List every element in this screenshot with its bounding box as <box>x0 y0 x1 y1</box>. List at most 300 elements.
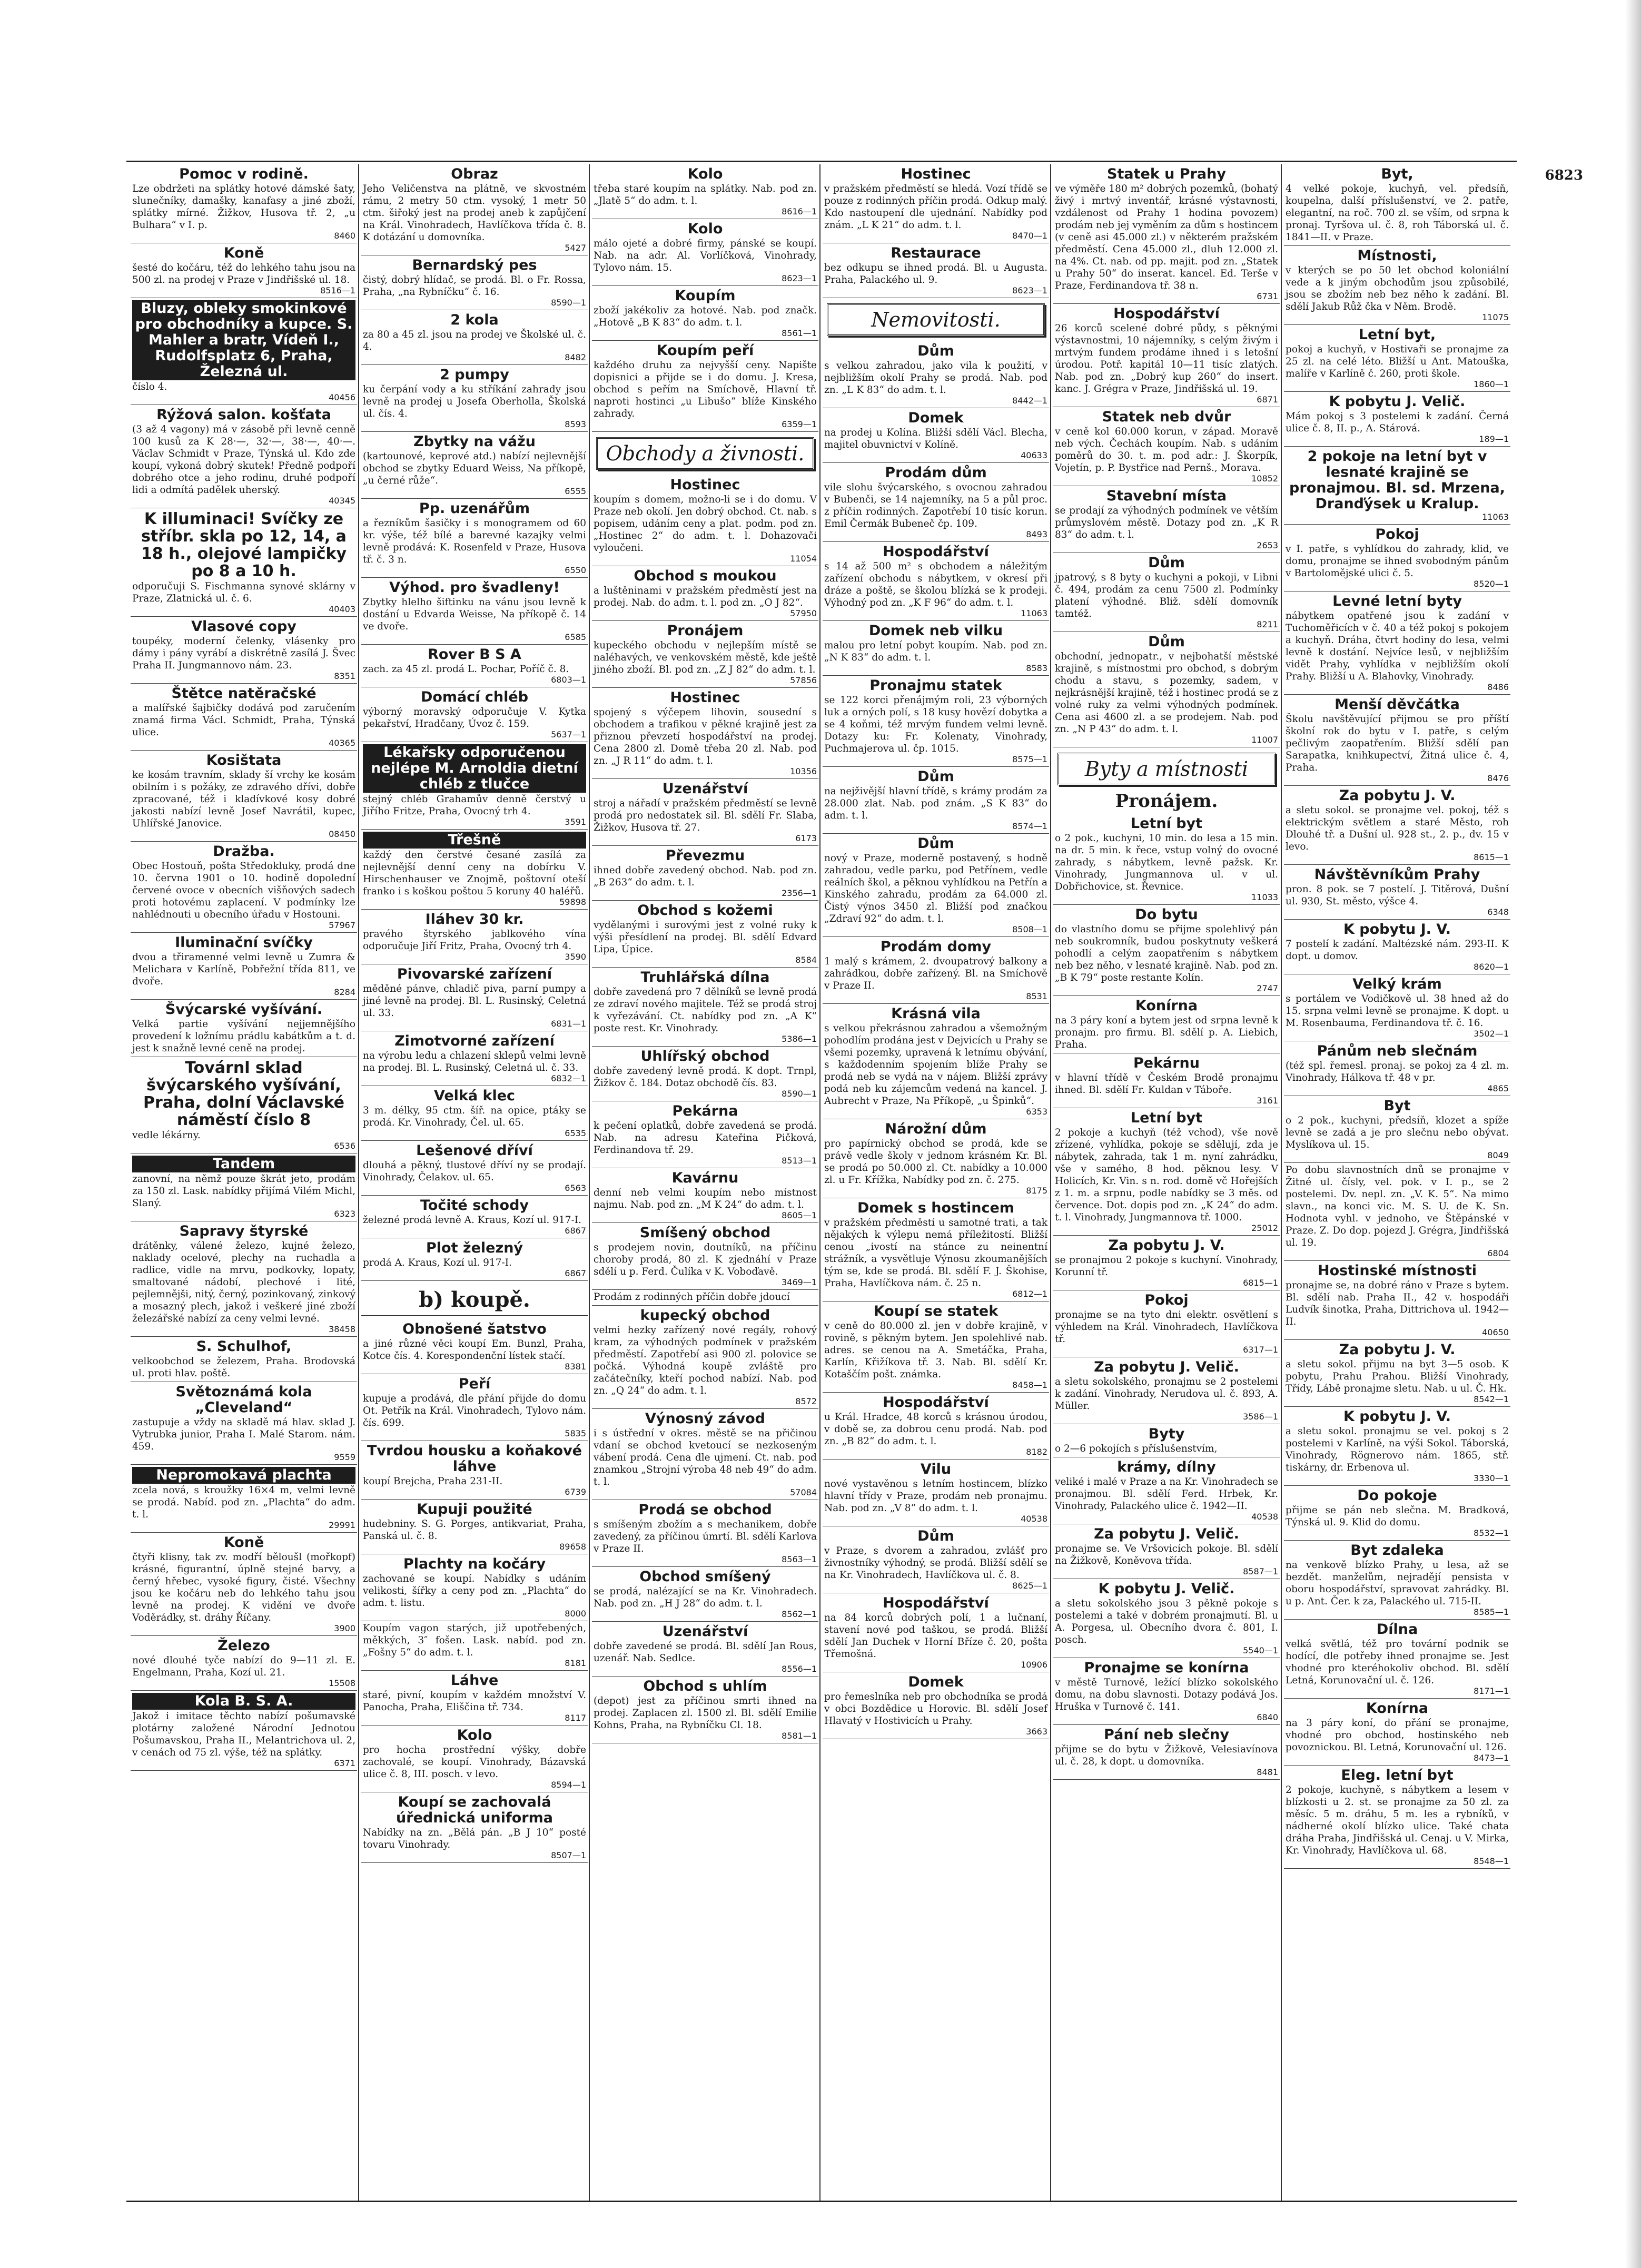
classified-ad <box>823 937 1049 1004</box>
ad-body: na 3 páry koní, do přání se pronajme, vhodné pro obchod, hostinského neb povoznickou. Bl. Letná, Korunovační ul. 126. <box>1286 1718 1509 1753</box>
classified-ad <box>131 298 357 405</box>
ad-body: v Praze, s dvorem a zahradou, zvlášť pro živnostníky výhodný, se prodá. Bližší sdělí se na Kr. Vinohradech, Havlíčkova ul. č. 8. <box>824 1545 1047 1581</box>
classified-ad <box>823 1460 1049 1526</box>
ad-reference-number: 40456 <box>329 392 355 402</box>
ad-heading: Uzenářství <box>662 1623 748 1640</box>
ad-body: přijme se pán neb slečna. M. Bradková, Týnská ul. 9. Klid do domu. <box>1286 1505 1509 1528</box>
ad-body: ke kosám travním, sklady ší vrchy ke kosám obilním i s požáky, ze zdravého dřívi, dobře zpracované, též i kladívkové kosy dobré jakosti nabízí levně Josef Navrátil, kupec, Uhlířské Janovice. <box>132 770 355 829</box>
ad-heading: Letní byt <box>1130 1110 1203 1126</box>
ad-heading: Levné letní byty <box>1332 593 1462 609</box>
ad-body: a sletu sokol. přijmu na byt 3—5 osob. K pobytu, Prahu Prahou. Bližší Vinohrady, Třídy, Lábě pronajme sletu. Nab. u ul. Č. Hk. <box>1286 1359 1509 1394</box>
classified-ad <box>361 499 588 578</box>
ad-body: o 2 pok., kuchyni, 10 min. do lesa a 15 min. na dr. 5 min. k řece, vstup volný do ovocné zahrady, s nábytkem, levně pažsk. Kr. Vinohrady, Jungmannova ul. v ul. Dobřichovice, st. Řevnice. <box>1055 833 1278 892</box>
classified-ad <box>361 1725 588 1792</box>
ad-body: odporučuji S. Fischmanna synové sklárny v Praze, Zlatnická ul. č. 6. <box>132 581 355 604</box>
ad-body: v pražském předměstí u samotné trati, a tak nějakých k výlepu nemá příležitostí. Bližší cenou „ivostí na stánce zu neinentní strážník, a vysvětluje Výnosu zkoumanějších tým se, kde se prodá. Bl. sdělí F. J. Škohise, Praha, Havlíčkova nám. č. 25 n. <box>824 1217 1047 1289</box>
classified-ad <box>592 1306 818 1409</box>
ad-reference-number: 5637—1 <box>551 729 586 739</box>
ad-body: dobře zavedené se prodá. Bl. sdělí Jan Rous, uzenář. Nab. Sedlce. <box>594 1641 817 1664</box>
ad-heading: Byt, <box>1381 166 1413 182</box>
ad-reference-number: 8587—1 <box>1243 1566 1278 1576</box>
ad-reference-number: 8513—1 <box>782 1156 817 1166</box>
ad-reference-number: 3663 <box>1026 1727 1047 1737</box>
classified-ad <box>131 1057 357 1153</box>
ad-body: velmi hezky zařízený nové regály, rohový kram, za výhodných podmínek v pražském předměstí. Zapotřebí asi 900 zl. polovice se počká. Výhodná koupě zvláště pro začátečníky, kteří pochod nabízí. Nab. pod zn. „Q 24“ do adm. t. l. <box>594 1325 817 1396</box>
ad-reference-number: 8532—1 <box>1474 1528 1509 1538</box>
ad-heading: Statek u Prahy <box>1107 166 1226 182</box>
ad-reference-number: 6739 <box>565 1487 586 1497</box>
ad-body: s velkou překrásnou zahradou a všemožným pohodlím prodána jest v Dejvicích u Prahy se všemi pozemky, upravená k letnímu obývání, s každodenním spojením blíže Prahy se prodá neb se vydá na v nájem. Bližší zprávy podá neb ku zájemcům vedená na kancel. J. Aubrecht v Praze, Na Příkopě, „u Špinků“. <box>824 1023 1047 1107</box>
ad-heading: Stavební místa <box>1106 488 1227 504</box>
classified-ad <box>361 687 588 742</box>
ad-reference-number: 57856 <box>790 675 817 685</box>
ad-heading: Rýžová salon. košťata <box>156 407 331 423</box>
ad-heading: Nárožní dům <box>885 1121 987 1137</box>
classified-ad <box>1284 1261 1510 1340</box>
ad-reference-number: 15508 <box>329 1678 355 1688</box>
ad-reference-number: 6803—1 <box>551 675 586 685</box>
ad-body: vedle lékárny. <box>132 1130 201 1141</box>
ad-body: i s ústřední v okres. městě se na přičinou vdaní se obchod kvetoucí se nezkoseným vábení prodá. Cena dle ujmení. Ct. nab. pod znamkou „Strojní výroba 48 neb 49“ do adm. t. l. <box>594 1428 817 1487</box>
ad-body: spojený s výčepem lihovin, sousední s obchodem a trafikou v pěkné krajině jest za přiznou převzetí hospodářství na prodej. Cena 2800 zl. Domě třeba 20 zl. Nab. pod zn. „J R 11“ do adm. t. l. <box>594 707 817 766</box>
ad-body: za 80 a 45 zl. jsou na prodej ve Školské ul. č. 4. <box>363 329 586 352</box>
ad-heading: Koupí se zachovalá úřednická uniforma <box>396 1794 553 1826</box>
ad-reference-number: 40403 <box>329 604 355 614</box>
ad-heading: Lékařsky odporučenou nejlépe M. Arnoldia dietní chléb z tlučce <box>363 744 586 793</box>
section-header: Byty a místnosti <box>1057 753 1276 785</box>
column-5 <box>1053 164 1280 2197</box>
ad-reference-number: 6173 <box>795 833 817 843</box>
column-rule <box>1281 164 1282 2201</box>
ad-body: Lze obdržeti na splátky hotové dámské šaty, slunečníky, damašky, kanafasy a jiné zboží, splátky mírné. Žižkov, Husova tř. 2, „u Bulhara“ v I. p. <box>132 183 355 231</box>
ad-heading: Dům <box>917 835 954 852</box>
section-header: Obchody a živnosti. <box>596 437 814 470</box>
ad-body: Jakož i imitace těchto nabízí pošumavské plotárny založené Národní Jednotou Pošumavskou, Praha II., Melantrichova ul. 2, v cenách od 75 zl. výše, též na splátky. <box>132 1711 355 1758</box>
classified-ad <box>823 408 1049 463</box>
classified-ad <box>823 341 1049 408</box>
ad-heading: Za pobytu J. V. <box>1339 787 1456 804</box>
ad-reference-number: 11063 <box>1021 608 1047 618</box>
ad-reference-number: 6832—1 <box>551 1073 586 1083</box>
ad-reference-number: 8473—1 <box>1474 1753 1509 1763</box>
ad-reference-number: 11063 <box>1482 512 1509 522</box>
ad-body: kupuje a prodává, dle přání přijde do domu Ot. Petřík na Král. Vinohradech, Tylovo nám. čís. 699. <box>363 1393 586 1428</box>
classified-ad <box>361 310 588 365</box>
ad-body: Po dobu slavnostních dnů se pronajme v Žitné ul. čísly, vel. pok. v I. p., se 2 postelemi. Dv. nepl. zn. „V. K. 5“. Na mimo slavn., na konci vic. M. S. U. de K. Sn. Hodnota vyhl. v jednoho, ve Štěpánské v Praze. Z. Do dop. pojezd J. Grégra, Jindřišská ul. 19. <box>1286 1165 1509 1248</box>
ad-heading: Konírna <box>1135 998 1198 1014</box>
ad-reference-number: 6831—1 <box>551 1019 586 1029</box>
ad-reference-number: 8493 <box>1026 529 1047 539</box>
ad-reference-number: 6815—1 <box>1243 1278 1278 1288</box>
ad-reference-number: 6371 <box>334 1758 355 1768</box>
ad-body: velká světlá, též pro tovární podnik se hodící, dle potřeby ihned pronajme se. Jest vhodné pro kteréhokoliv obchod. Bl. sdělí Letná, Korunovační ul. č. 126. <box>1286 1639 1509 1686</box>
ad-reference-number: 11075 <box>1482 312 1509 322</box>
classified-ad <box>361 1671 588 1725</box>
ad-body: a sletu sokolského, pronajmu se 2 postelemi k zadání. Vinohrady, Nerudova ul. č. 893, A. Müller. <box>1055 1376 1278 1412</box>
ad-heading: 2 kola <box>450 312 499 328</box>
ad-heading: Točité schody <box>420 1197 529 1214</box>
ad-heading: Do bytu <box>1135 906 1198 923</box>
ad-body: a luštěninami v pražském předměstí jest na prodej. Nab. do adm. t. l. pod zn. „O J 82“. <box>594 585 817 608</box>
ad-heading: Byt zdaleka <box>1350 1542 1444 1559</box>
classified-ad <box>361 742 588 830</box>
ad-reference-number: 8583 <box>1026 663 1047 673</box>
ad-body: zach. za 45 zl. prodá L. Pochar, Poříč č. 8. <box>363 664 569 675</box>
ad-reference-number: 6563 <box>565 1183 586 1193</box>
ad-body: dobře zavedený levně prodá. K dopt. Trnpl, Žižkov č. 184. Dotaz obchodě čís. 83. <box>594 1066 817 1089</box>
classified-ad <box>361 1374 588 1441</box>
page-number: 6823 <box>1545 167 1583 183</box>
ad-reference-number: 8508—1 <box>1012 924 1047 934</box>
ad-reference-number: 9559 <box>334 1452 355 1462</box>
ad-heading: Tvrdou housku a koňakové láhve <box>367 1443 582 1475</box>
ad-reference-number: 8049 <box>1487 1150 1509 1160</box>
classified-ad <box>131 1000 357 1057</box>
classified-ad <box>361 1086 588 1141</box>
classified-ad <box>1284 920 1510 974</box>
classified-ad <box>823 1593 1049 1672</box>
ad-reference-number: 59898 <box>559 897 586 907</box>
ad-body: ihned dobře zavedený obchod. Nab. pod zn. „B 263“ do adm. t. l. <box>594 865 817 888</box>
classified-ad <box>1053 304 1280 407</box>
ad-heading: Místnosti, <box>1357 248 1437 264</box>
classified-ad <box>131 243 357 298</box>
ad-reference-number: 40538 <box>1021 1514 1047 1524</box>
ad-reference-number: 8520—1 <box>1474 579 1509 589</box>
classified-ad <box>131 508 357 617</box>
ad-reference-number: 40633 <box>1021 450 1047 460</box>
ad-body: nové dlouhé tyče nabízí do 9—11 zl. E. Engelmann, Praha, Kozí ul. 21. <box>132 1655 355 1678</box>
ad-reference-number: 3591 <box>565 817 586 827</box>
ad-heading: Statek neb dvůr <box>1102 409 1231 425</box>
classified-ad <box>823 164 1049 243</box>
ad-reference-number: 8175 <box>1026 1186 1047 1196</box>
classified-ad <box>1284 974 1510 1041</box>
classified-ad <box>592 286 818 341</box>
ad-body: nábytkem opatřené jsou k zadání v Tuchoměřicích v č. 40 a též pokoj s pokojem a kuchyň. Dráha, čtvrt hodiny do lesa, velmi levně k dostání. Nejvíce lesů, v nejbližším vidět Prahy, vyhlídka v nejbližším okolí Prahy. Bližší u A. Blahovky, Vinohrady. <box>1286 610 1509 682</box>
ad-heading: Plot železný <box>426 1240 523 1256</box>
classified-ad <box>131 405 357 508</box>
ad-heading: Velká klec <box>433 1088 516 1104</box>
classified-ad <box>361 578 588 645</box>
classified-ad <box>361 964 588 1031</box>
ad-body: zachované se koupí. Nabídky s udáním velikosti, šířky a ceny pod zn. „Plachta“ do adm. t. listu. <box>363 1573 586 1609</box>
ad-heading: Obchod s uhlím <box>643 1678 767 1694</box>
ad-body: Velká partie vyšívání nejjemnějšího provedení k ložnímu prádlu kabátkům a t. d. jest k snažně levné ceně na prodej. <box>132 1019 355 1054</box>
ad-heading: Prodá se obchod <box>638 1502 772 1518</box>
ad-heading: Domácí chléb <box>420 689 529 705</box>
ad-reference-number: 8481 <box>1257 1767 1278 1777</box>
ad-heading: Konírna <box>1366 1700 1429 1717</box>
ad-heading: Za pobytu J. Velič. <box>1094 1526 1239 1542</box>
ad-body: čistý, dobrý hlídač, se prodá. Bl. o Fr. Rossa, Praha, „na Rybníčku“ č. 16. <box>363 274 586 298</box>
ad-body: každý den čerstvé česané zasílá za nejlevnější denní ceny na dobírku V. Hirschenhauser ve Znojmě, poštovní oteší franko i s koškou poštou 5 koruny 40 haléřů. <box>363 850 586 897</box>
ad-body: (3 až 4 vagony) má v zásobě při levně cenně 100 kusů za K 28·—, 32·—, 38·—, 40·—. Václav Schmidt v Praze, Týnská ul. Kdo zde koupí, vykoná dobrý skutek! Předně podpoří dobrého otce a jeho rodinu, druhé podpoří lidi a odmítá padělek uherský. <box>132 424 355 496</box>
ad-reference-number: 6804 <box>1487 1248 1509 1258</box>
ad-heading: Pronájem <box>667 623 744 639</box>
ad-body: 7 postelí k zadání. Maltézské nám. 293-II. K dopt. u domov. <box>1286 939 1509 962</box>
ad-reference-number: 8584 <box>795 955 817 965</box>
ad-reference-number: 8625—1 <box>1012 1581 1047 1591</box>
ad-body: zastupuje a vždy na skladě má hlav. sklad J. Vytrubka junior, Praha I. Malé Starom. nám. 459. <box>132 1417 355 1452</box>
ad-heading: Byty <box>1148 1426 1185 1442</box>
ad-reference-number: 8117 <box>565 1713 586 1723</box>
ad-body: (kartounové, keprové atd.) nabízí nejlevnější obchod se zbytky Eduard Weiss, Na příkopě, „u černé růže“. <box>363 451 586 486</box>
ad-body: koupím s domem, možno-li se i do domu. V Praze neb okolí. Jen dobrý obchod. Ct. nab. s popisem, udáním ceny a plat. podm. pod zn. „Hostinec 2“ do adm. t. l. Dohazovači vyloučeni. <box>594 494 817 554</box>
ad-body: staré, pivní, koupím v každém množství V. Panocha, Praha, Eliščina tř. 734. <box>363 1690 586 1713</box>
ad-body: čtyři klisny, tak zv. modří běloušl (mořkopf) krásné, figurantní, úplně stejné barvy, a černý hřebec, vysoké figury, čisté. Všechny jsou ke kočáru neb do lehkého tahu jsou levně na prodej. K vidění ve dvoře Voděrádky, st. dráhy Říčany. <box>132 1552 355 1623</box>
ad-heading: Hostinské místnosti <box>1318 1263 1477 1279</box>
ad-body: pro papírnický obchod se prodá, kde se právě vedle školy v jednom krásném Kr. Bl. se prodá po 50.000 zl. Ct. nabídky a 10.000 zl. u Fr. Křížka, Nabídky pod zn. č. 275. <box>824 1138 1047 1186</box>
ad-reference-number: 11033 <box>1251 892 1278 902</box>
ad-heading: Kolo <box>687 221 723 237</box>
ad-body: zboží jakékoliv za hotové. Nab. pod značk. „Hotově „B K 83“ do adm. t. l. <box>594 305 817 328</box>
ad-heading: Iluminační svíčky <box>175 934 313 951</box>
classified-ad <box>361 1031 588 1086</box>
classified-ad <box>1284 164 1510 246</box>
ad-body: vydělanými i surovými jest z volné ruky k výši přesídlení na prodej. Bl. sdělí Edvard Lipa, Úpice. <box>594 920 817 955</box>
classified-ad <box>1053 486 1280 553</box>
ad-heading: Železo <box>218 1638 270 1654</box>
ad-heading: Návštěvníkům Prahy <box>1314 866 1480 883</box>
ad-body: (depot) jest za příčinou smrti ihned na prodej. Zaplacen zl. 1500 zl. Bl. sdělí Emilie Kohns, Praha, na Rybníčku Cl. 18. <box>594 1695 817 1731</box>
ad-reference-number: 2653 <box>1257 540 1278 550</box>
ad-body: na nejživější hlavní třídě, s krámy prodám za 28.000 zlat. Nab. pod znám. „S K 83“ do adm. t. l. <box>824 786 1047 821</box>
classified-ad <box>131 164 357 243</box>
ad-reference-number: 8594—1 <box>551 1780 586 1790</box>
classified-ad <box>1284 1766 1510 1869</box>
ad-body: nové vystavěnou s letním hostincem, blízko hlavní třídy v Praze, prodám neb pronajmu. Nab. pod zn. „V 8“ do adm. t. l. <box>824 1478 1047 1514</box>
classified-ad <box>1284 325 1510 392</box>
ad-heading: Pekárnu <box>1133 1055 1200 1071</box>
classified-ad <box>1284 1486 1510 1541</box>
classified-ad <box>592 341 818 432</box>
ad-reference-number: 10852 <box>1251 474 1278 484</box>
classified-ad <box>1284 1541 1510 1620</box>
ad-reference-number: 5386—1 <box>782 1034 817 1044</box>
classified-ad <box>361 1792 588 1863</box>
ad-heading: Dům <box>917 768 954 785</box>
ad-reference-number: 3502—1 <box>1474 1029 1509 1039</box>
classified-ad <box>131 1221 357 1337</box>
ad-body: s smíšeným zbožím a s mechanikem, dobře zavedený, za příčinou úmrtí. Bl. sdělí Karlova v Praze II. <box>594 1519 817 1554</box>
ad-heading: Pání neb slečny <box>1104 1727 1229 1743</box>
ad-reference-number: 5427 <box>565 243 586 253</box>
ad-heading: Kavárnu <box>671 1170 739 1186</box>
ad-reference-number: 6536 <box>334 1141 355 1151</box>
ad-heading: Dražba. <box>213 843 275 860</box>
ad-reference-number: 8623—1 <box>782 273 817 283</box>
ad-reference-number: 4865 <box>1487 1083 1509 1093</box>
ad-reference-number: 3161 <box>1257 1096 1278 1106</box>
classified-ad <box>823 621 1049 676</box>
ad-heading: Vlasové copy <box>191 618 296 635</box>
classified-ad <box>1284 695 1510 786</box>
ad-heading: Zimotvorné zařízení <box>394 1033 555 1049</box>
ad-heading: K illuminaci! Svíčky ze stříbr. skla po 12, 14, a 18 h., olejové lampičky po 8 a 10 h. <box>141 510 347 580</box>
ad-body: hudebniny. S. G. Porges, antikvariat, Praha, Panská ul. č. 8. <box>363 1518 586 1542</box>
classified-ad <box>823 1672 1049 1739</box>
ad-heading: Hospodářství <box>883 1595 989 1611</box>
ad-heading: Švýcarské vyšívání. <box>165 1001 323 1018</box>
ad-reference-number: 6731 <box>1257 291 1278 301</box>
classified-ad <box>592 688 818 779</box>
ad-body: na venkově blízko Prahy, u lesa, až se bezdět. manželům, nejradějí pensista v oboru hospodářství, spravovat zahrádky. Bl. u p. Ant. Čer. k za, Palackého ul. 715-II. <box>1286 1560 1509 1607</box>
ad-heading: Koně <box>223 1534 264 1551</box>
ad-reference-number: 8486 <box>1487 682 1509 692</box>
classified-ad <box>592 1290 818 1306</box>
classified-ad <box>1284 1699 1510 1766</box>
ad-body: pro řemeslníka neb pro obchodníka se prodá v obci Bozdědice u Horovic. Bl. sdělí Josef Hlavatý v Hostivicích u Prahy. <box>824 1691 1047 1727</box>
ad-heading: 2 pokoje na letní byt v lesnaté krajině se pronajmou. Bl. sd. Mrzena, Dranďýsek u Kralup. <box>1289 448 1505 512</box>
ad-reference-number: 3586—1 <box>1243 1412 1278 1422</box>
classified-ad <box>823 1119 1049 1198</box>
ad-heading: Domek neb vilku <box>868 623 1003 639</box>
ad-body: se prodá, nalézající se na Kr. Vinohradech. Nab. pod zn. „H J 28“ do adm. t. l. <box>594 1586 817 1609</box>
classified-ad <box>592 164 818 219</box>
classified-ad <box>823 243 1049 298</box>
ad-reference-number: 6871 <box>1257 395 1278 405</box>
ad-heading: Restaurace <box>891 245 981 261</box>
ad-body: stejný chléb Grahamův denně čerstvý u Jiřího Fritze, Praha, Ovocný trh 4. <box>363 794 586 817</box>
ad-reference-number: 8171—1 <box>1474 1686 1509 1696</box>
ad-heading: Kosištata <box>206 752 282 768</box>
classified-ad <box>361 1554 588 1621</box>
ad-heading: Obchod s kožemi <box>637 902 773 919</box>
classified-ad <box>1284 865 1510 920</box>
ad-heading: K pobytu J. V. <box>1343 1408 1451 1425</box>
classified-ad <box>823 1004 1049 1119</box>
ad-heading: Rover B S A <box>428 646 521 663</box>
ad-body: v pražském předměstí se hledá. Vozí třídě se pouze z rodinných příčin prodá. Odkup malý. Kdo nastoupení dle ujednání. Nabídky pod znám. „L K 21“ do adm. t. l. <box>824 183 1047 231</box>
classified-ad <box>1284 1340 1510 1407</box>
ad-reference-number: 3330—1 <box>1474 1473 1509 1483</box>
ad-reference-number: 8581—1 <box>782 1731 817 1741</box>
ad-body: přijme se do bytu v Žižkově, Velesiavínova ul. č. 28, k dopt. u domovníka. <box>1055 1744 1278 1767</box>
ad-reference-number: 8531 <box>1026 991 1047 1001</box>
ad-heading: Koupím <box>675 288 736 304</box>
ad-heading: Obchod smíšený <box>639 1569 771 1585</box>
classified-ad <box>1053 1725 1280 1780</box>
classified-ad <box>592 901 818 968</box>
ad-heading: Uzenářství <box>662 781 748 797</box>
ad-body: bez odkupu se ihned prodá. Bl. u Augusta. Praha, Palackého ul. 9. <box>824 262 1047 285</box>
classified-ad <box>1053 553 1280 632</box>
ad-reference-number: 8460 <box>334 231 355 241</box>
classified-ad <box>131 617 357 684</box>
ad-body: každého druhu za nejvyšší ceny. Napište dopisnici a přijde se i do domu. J. Kresa, obchod s peřím na Smíchově, Hlavní tř. naproti hostinci „u Libušo“ blíže Kinského zahrady. <box>594 360 817 419</box>
classified-ad <box>361 255 588 310</box>
ad-body: pronajme se na tyto dni elektr. osvětlení s výhledem na Král. Vinohradech, Havlíčkova tř. <box>1055 1309 1278 1345</box>
ad-body: 3 m. délky, 95 ctm. šíř. na opice, ptáky se prodá. Kr. Vinohrady, Čel. ul. 65. <box>363 1105 586 1128</box>
ad-heading: kupecký obchod <box>640 1307 770 1324</box>
ad-heading: Nepromokavá plachta <box>132 1467 355 1484</box>
ad-reference-number: 3900 <box>334 1623 355 1633</box>
ad-body: vile slohu švýcarského, s ovocnou zahradou v Bubenči, se 14 najemníky, na 5 a půl proc. z příčin rodinných. Zapotřebí 10 tisíc korun. Emil Čermák Bubeneč čp. 109. <box>824 482 1047 529</box>
classified-ad <box>131 684 357 751</box>
ad-body: v ceně do 80.000 zl. jen v dobře krajině, v rovině, s pěkným bytem. Jen spolehlivé nab. adres. se cenou na A. Smetáčka, Praha, Karlín, Křižíkova tř. 3. Nab. Bl. sdělí Kr. Kotaščím pošt. známka. <box>824 1320 1047 1380</box>
classified-ad <box>592 1409 818 1500</box>
classified-ad <box>1053 632 1280 747</box>
ad-reference-number: 57967 <box>329 920 355 930</box>
ad-heading: Pokoj <box>1375 526 1419 543</box>
ad-body: a malířské šajbičky dodává pod zaručením znamá firma Václ. Schmidt, Praha, Týnská ulice. <box>132 703 355 738</box>
ad-heading: Domek <box>908 1674 964 1690</box>
ad-heading: Menší děvčátka <box>1334 696 1460 713</box>
ad-body: pravého štyrského jablkového vína odporučuje Jiří Fritz, Praha, Ovocný trh 4. <box>363 929 586 952</box>
ad-body: 2 pokoje, kuchyně, s nábytkem a lesem v blízkosti u 2. st. se pronajme za 50 zl. za měsíc. 5 m. dráhu, 5 m. les a rybníků, v nádherné okolí blízko ulice. Také chata dráha Praha, Jindřišská ul. Cenaj. u V. Mirka, Kr. Vinohrady, Havlíčkova ul. 68. <box>1286 1784 1509 1856</box>
ad-reference-number: 8381 <box>565 1362 586 1372</box>
ad-heading: Vilu <box>920 1461 952 1477</box>
ad-heading: Bluzy, obleky smokinkové pro obchodníky a kupce. S. Mahler a bratr, Vídeň I., Rudolfsplatz 6, Praha, Železná ul. <box>132 300 355 380</box>
classified-ad <box>592 968 818 1047</box>
ad-heading: Dům <box>1148 634 1185 650</box>
ad-body: toupéky, moderní čelenky, vlásenky pro dámy i pány vyrábí a diskrétně zasílá J. Švec Praha II. Jungmannovo nám. 23. <box>132 636 355 671</box>
ad-reference-number: 8616—1 <box>782 206 817 216</box>
ad-body: veliké i malé v Praze a na Kr. Vinohradech se pronajmou. Bl. sdělí Ferd. Hrbek, Kr. Vinohrady, Palackého ulice č. 1942—II. <box>1055 1476 1278 1512</box>
ad-body: Mám pokoj s 3 postelemi k zadání. Černá ulice č. 8, II. p., A. Stárová. <box>1286 411 1509 434</box>
ad-heading: Hospodářství <box>1113 305 1220 322</box>
column-rule <box>1050 164 1051 2201</box>
ad-heading: Třešně <box>363 832 586 849</box>
ad-heading: Lešenové dříví <box>416 1142 533 1159</box>
ad-heading: Plachty na kočáry <box>403 1556 546 1572</box>
ad-reference-number: 8620—1 <box>1474 962 1509 972</box>
ad-heading: Štětce natěračské <box>171 685 317 702</box>
ad-body: ve výměře 180 m² dobrých pozemků, (bohatý živý i mrtvý inventář, krásné výstavnosti, vzdálenost od Prahy 1 hodina povozem) prodám neb jej vyměním za dům s hostincem (v ceně asi 45.000 zl.) v některém pražském předměstí. Cena 45.000 zl., dluh 12.000 zl. na 4%. Ct. nab. od pp. majit. pod zn. „Statek u Prahy 50“ do inserat. kancel. Ed. Terše v Praze, Ferdinandova tř. 38 n. <box>1055 183 1278 291</box>
classified-ad <box>823 767 1049 834</box>
ad-reference-number: 189—1 <box>1479 434 1509 444</box>
ad-body: dlouhá a pěkný, tlustové dříví ny se prodají. Vinohrady, Čelakov. ul. 65. <box>363 1160 586 1183</box>
ad-heading: Kola B. S. A. <box>132 1693 355 1710</box>
classified-ad <box>1053 1457 1280 1524</box>
ad-heading: krámy, dílny <box>1117 1459 1216 1475</box>
ad-reference-number: 8575—1 <box>1012 754 1047 764</box>
classified-ad <box>1053 814 1280 905</box>
ad-body: pokoj a kuchyň, v Hostivaři se pronajme za 25 zl. na celé léto. Bližší u Ant. Matouška, malíře v Karlíně č. 260, proti škole. <box>1286 344 1509 379</box>
classified-ad <box>131 1337 357 1382</box>
ad-heading: Dům <box>1148 555 1185 571</box>
classified-ad <box>592 1622 818 1677</box>
ad-reference-number: 8470—1 <box>1012 231 1047 241</box>
ad-reference-number: 8442—1 <box>1012 396 1047 406</box>
ad-reference-number: 8507—1 <box>551 1850 586 1860</box>
ad-body: 26 korců scelené dobré půdy, s pěknými výstavnostmi, 10 nájemníky, s celým živým i mrtvým fundem prodáme ihned i s letošní úrodou. Potř. kapitál 10—11 tisíc zlatých. Nab. pod zn. „Dobrý kup 260“ do insert. kanc. J. Grégra v Praze, Jindřišská ul. 19. <box>1055 323 1278 395</box>
ad-reference-number: 8605—1 <box>782 1210 817 1220</box>
ad-heading: Iláhev 30 kr. <box>425 911 524 928</box>
classified-ad <box>1053 1424 1280 1457</box>
ad-reference-number: 40650 <box>1482 1327 1509 1337</box>
ad-body: Jeho Veličenstva na plátně, ve skvostném rámu, 2 metry 50 ctm. vysoký, 1 metr 50 ctm. šiřoký jest na prodej aneb k zapůjčení na Král. Vinohradech, Havlíčkova třída č. 8. K dotázání u domovníka. <box>363 183 586 243</box>
ad-reference-number: 6353 <box>1026 1107 1047 1117</box>
classified-ad <box>361 645 588 687</box>
ad-reference-number: 11007 <box>1251 735 1278 745</box>
ad-reference-number: 6550 <box>565 565 586 575</box>
ad-body: na 84 korců dobrých polí, 1 a lučnaní, stavení nové pod taškou, se prodá. Bližší sdělí Jan Duchek v Horní Bříze č. 20, pošta Třemošná. <box>824 1612 1047 1660</box>
ad-reference-number: 08450 <box>329 829 355 839</box>
ad-heading: Velký krám <box>1352 976 1442 992</box>
ad-reference-number: 8458—1 <box>1012 1380 1047 1390</box>
ad-body: v ceně kol 60.000 korun, v západ. Moravě neb vých. Čechách koupím. Nab. s udáním poměrů do 30. t. m. pod adr.: J. Škorpík, Vojetín, p. P. Bystřice nad Pernš., Morava. <box>1055 426 1278 474</box>
ad-body: na prodej u Kolína. Bližší sdělí Václ. Blecha, majitel obuvnictví v Kolíně. <box>824 427 1047 450</box>
ad-body: s prodejem novin, doutníků, na příčinu choroby prodá, 80 zl. K zjednáhí v Praze sdělí u p. Ferd. Čulíka v K. Voboďavě. <box>594 1242 817 1277</box>
ad-heading: Láhve <box>450 1672 499 1689</box>
ad-body: 2 pokoje a kuchyň (též vchod), vše nově zřízené, vyhlídka, pokoje se sdělují, zda je nábytek, zahrada, tak 1 m. nyní zahrádku, vše v samého, 8 hod. pěknou lesy. V Holicích, Kr. Vin. s n. rod. domě vč Hořejších z 1. m. a srpnu, podle nabídky se 3 měs. od července. Dot. dopis pod zn. „K 24“ do adm. t. l. Vinohrady, Jungmannova tř. 1000. <box>1055 1127 1278 1223</box>
ad-body: obchodní, jednopatr., v nejbohatší městské krajině, s místnostmi pro obchod, s dobrým chodu a stavu, s pozemky, sadem, v nejkrásnější krajině, též i hostinec prodá se z volné ruky za velmi výhodných podmínek. Cena asi 4600 zl. a se prodejem. Nab. pod zn. „N P 43“ do adm. t. l. <box>1055 651 1278 735</box>
column-rule <box>819 164 820 2201</box>
ad-body: pronajme se, na dobré ráno v Praze s bytem. Bl. sdělí nab. Praha II., 42 v. hospodáři Ludvík šinotka, Praha, Dittrichova ul. 1942—II. <box>1286 1280 1509 1327</box>
ad-body: v městě Turnově, ležící blízko sokolského domu, na dobu slavnosti. Dotazy podává Jos. Hruška v Turnově č. 141. <box>1055 1677 1278 1712</box>
